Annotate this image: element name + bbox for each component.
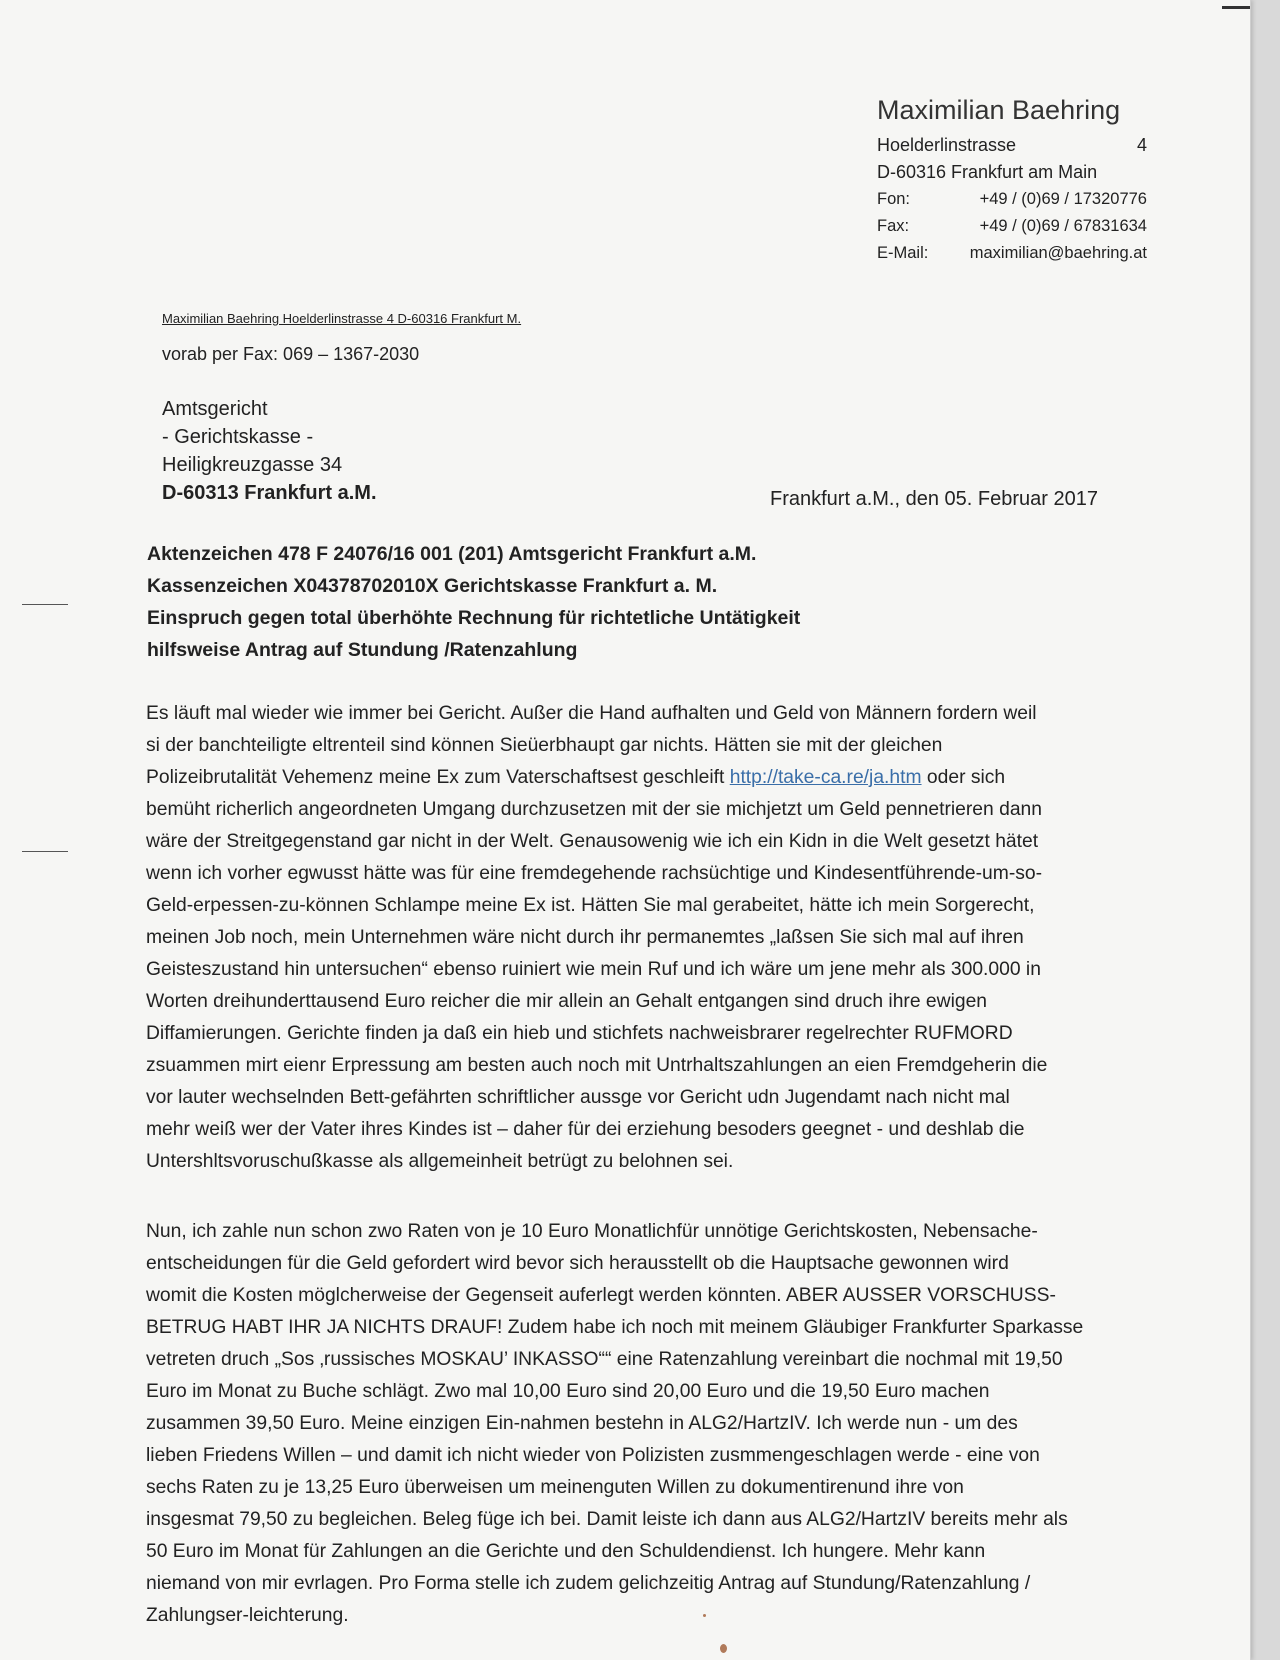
email-address: maximilian@baehring.at xyxy=(969,244,1147,262)
recipient-line-3: Heiligkreuzgasse 34 xyxy=(162,454,343,476)
fold-mark-lower xyxy=(22,851,68,852)
para1-line: bemüht richerlich angeordneten Umgang durchzusetzen mit der sie michjetzt um Geld pennetrieren dann xyxy=(146,799,1042,820)
para1-line xyxy=(146,762,1146,794)
fax-note: vorab per Fax: 069 – 1367-2030 xyxy=(162,344,420,364)
scan-speck xyxy=(720,1644,727,1653)
body-link[interactable]: http://take-ca.re/ja.htm xyxy=(729,767,922,788)
sender-house-number: 4 xyxy=(1136,135,1147,155)
subject-line-3: Einspruch gegen total überhöhte Rechnung für richtetliche Untätigkeit xyxy=(147,607,801,629)
para1-line-pre: Polizeibrutalität Vehemenz meine Ex zum Vaterschaftsest geschleift xyxy=(146,767,730,788)
fax-number: +49 / (0)69 / 67831634 xyxy=(979,217,1147,235)
para1-line: Geisteszustand hin untersuchen“ ebenso ruiniert wie mein Ruf und ich wäre um jene mehr als 300.000 in xyxy=(146,959,1041,980)
para1-line: wenn ich vorher egwusst hätte was für eine fremdegehende rachsüchtige und Kindesentführende-um-so- xyxy=(146,863,1043,884)
subject-line-4: hilfsweise Antrag auf Stundung /Ratenzahlung xyxy=(147,639,578,661)
body-paragraph-2 xyxy=(146,1216,1146,1632)
para2-line: lieben Friedens Willen – und damit ich nicht wieder von Polizisten zusmmengeschlagen werde - eine von xyxy=(146,1445,1040,1466)
para1-line: Worten dreihunderttausend Euro reicher die mir allein an Gehalt entgangen sind druch ihre ewigen xyxy=(146,991,988,1012)
para2-line: BETRUG HABT IHR JA NICHTS DRAUF! Zudem habe ich noch mit meinem Gläubiger Frankfurter Sparkasse xyxy=(146,1317,1084,1338)
para1-line: Diffamierungen. Gerichte finden ja daß ein hieb und stichfets nachweisbrarer regelrechter RUFMORD xyxy=(146,1023,1013,1044)
return-address-line: Maximilian Baehring Hoelderlinstrasse 4 D-60316 Frankfurt M. xyxy=(162,311,522,326)
recipient-line-4: D-60313 Frankfurt a.M. xyxy=(162,482,377,504)
sender-street: Hoelderlinstrasse xyxy=(877,135,1017,155)
subject-block xyxy=(147,538,800,666)
sender-fon-row xyxy=(877,186,1147,213)
sender-name: Maximilian Baehring xyxy=(877,95,1121,125)
sender-email-row xyxy=(877,240,1147,267)
sender-city: D-60316 Frankfurt am Main xyxy=(877,162,1098,182)
sender-block xyxy=(877,92,1147,267)
scan-edge-mark xyxy=(1222,6,1250,9)
para1-line: meinen Job noch, mein Unternehmen wäre nicht durch ihr permanemtes „laßsen Sie sich mal auf ihren xyxy=(146,927,1024,948)
para1-line: vor lauter wechselnden Bett-gefährten schriftlicher aussge vor Gericht udn Jugendamt nach nicht mal xyxy=(146,1087,1010,1108)
sender-fax-row xyxy=(877,213,1147,240)
recipient-address xyxy=(162,395,377,507)
para2-line: insgesmat 79,50 zu begleichen. Beleg füge ich bei. Damit leiste ich dann aus ALG2/HartzIV bereits mehr als xyxy=(146,1509,1068,1530)
subject-line-1: Aktenzeichen 478 F 24076/16 001 (201) Amtsgericht Frankfurt a.M. xyxy=(147,543,757,565)
para2-line: niemand von mir evrlagen. Pro Forma stelle ich zudem gelichzeitig Antrag auf Stundung/Ratenzahlung / xyxy=(146,1573,1031,1594)
para2-line: vetreten druch „Sos ‚russisches MOSKAU’ INKASSO““ eine Ratenzahlung vereinbart die nochmal mit 19,50 xyxy=(146,1349,1063,1370)
para2-line: Euro im Monat zu Buche schlägt. Zwo mal 10,00 Euro sind 20,00 Euro und die 19,50 Euro machen xyxy=(146,1381,990,1402)
para2-line: sechs Raten zu je 13,25 Euro überweisen um meinenguten Willen zu dokumentirenund ihre von xyxy=(146,1477,964,1498)
para1-line: zsuammen mirt eienr Erpressung am besten auch noch mit Untrhaltszahlungen an eien Fremdgeherin die xyxy=(146,1055,1048,1076)
recipient-line-1: Amtsgericht xyxy=(162,398,268,420)
scan-speck xyxy=(703,1614,706,1617)
para1-line: Geld-erpessen-zu-können Schlampe meine Ex ist. Hätten Sie mal gerabeitet, hätte ich mein Sorgerecht, xyxy=(146,895,1035,916)
body-paragraph-1 xyxy=(146,698,1146,1178)
para1-line: wäre der Streitgegenstand gar nicht in der Welt. Genausowenig wie ich ein Kidn in die Welt gesetzt hätet xyxy=(146,831,1039,852)
para1-line: mehr weiß wer der Vater ihres Kindes ist – daher für dei erziehung besoders geegnet - und deshlab die xyxy=(146,1119,1025,1140)
para2-line: Nun, ich zahle nun schon zwo Raten von je 10 Euro Monatlichfür unnötige Gerichtskosten, Nebensache- xyxy=(146,1221,1038,1242)
para1-line: Es läuft mal wieder wie immer bei Gericht. Außer die Hand aufhalten und Geld von Männern fordern weil xyxy=(146,703,1037,724)
fold-mark-upper xyxy=(22,604,68,605)
subject-line-2: Kassenzeichen X04378702010X Gerichtskasse Frankfurt a. M. xyxy=(147,575,718,597)
para1-line: si der banchteiligte eltrenteil sind können Sieüerbhaupt gar nichts. Hätten sie mit der gleichen xyxy=(146,735,943,756)
recipient-line-2: - Gerichtskasse - xyxy=(162,426,314,448)
para1-line-post: oder sich xyxy=(921,767,1006,788)
sender-street-row xyxy=(877,132,1147,159)
fon-number: +49 / (0)69 / 17320776 xyxy=(979,190,1147,208)
letter-date: Frankfurt a.M., den 05. Februar 2017 xyxy=(770,488,1098,510)
para2-line: zusammen 39,50 Euro. Meine einzigen Ein-nahmen bestehn in ALG2/HartzIV. Ich werde nun - um des xyxy=(146,1413,1018,1434)
para2-line: entscheidungen für die Geld gefordert wird bevor sich herausstellt ob die Hauptsache gewonnen wird xyxy=(146,1253,1009,1274)
para2-line: 50 Euro im Monat für Zahlungen an die Gerichte und den Schuldendienst. Ich hungere. Mehr kann xyxy=(146,1541,986,1562)
email-label: E-Mail: xyxy=(877,244,929,262)
fon-label: Fon: xyxy=(877,190,911,208)
para2-line: Zahlungser-leichterung. xyxy=(146,1605,349,1626)
para2-line: womit die Kosten möglcherweise der Gegenseit auferlegt werden könnten. ABER AUSSER VORSCHUSS- xyxy=(146,1285,1056,1306)
para1-line: Untershltsvoruschußkasse als allgemeinheit betrügt zu belohnen sei. xyxy=(146,1151,734,1172)
fax-label: Fax: xyxy=(877,217,910,235)
